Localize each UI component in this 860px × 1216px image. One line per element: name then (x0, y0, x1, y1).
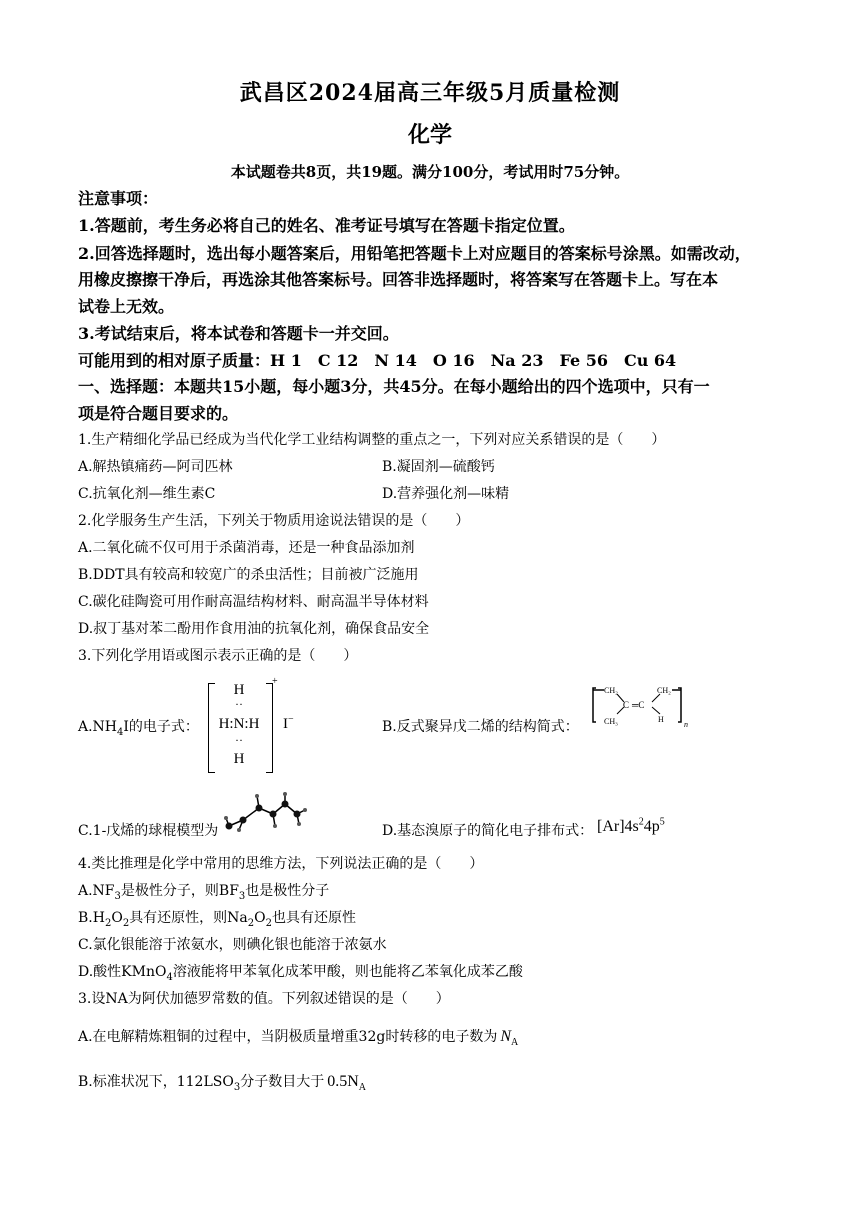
q1-option-d: D.营养强化剂—味精 (382, 486, 510, 502)
section-1-line-2: 项是符合题目要求的。 (78, 404, 239, 423)
q3-a-sub: 4 (117, 726, 124, 738)
q2-option-d: D.叔丁基对苯二酚用作食用油的抗氧化剂，确保食品安全 (78, 621, 430, 637)
exam-title: 武昌区2024届高三年级5月质量检测 (239, 80, 621, 106)
q2-stem: 2.化学服务生产生活，下列关于物质用途说法错误的是（ ） (78, 513, 470, 529)
q4-option-a: $A.NF_3$是极性分子，则$BF_3$也是极性分子 (78, 883, 330, 902)
q3-a-post: I的电子式： (123, 719, 199, 735)
notes-heading: 注意事项： (78, 189, 159, 208)
s-ch2a: CH₂ (604, 686, 618, 695)
s-ceq: ═C (632, 700, 645, 710)
electron-formula-right-bracket (266, 683, 273, 773)
q3-stem: 3.下列化学用语或图示表示正确的是（ ） (78, 648, 358, 664)
q4-stem: 4.类比推理是化学中常用的思维方法，下列说法正确的是（ ） (78, 856, 484, 872)
q4-option-c: C.氯化银能溶于浓氨水，则碘化银也能溶于浓氨水 (78, 937, 387, 953)
q2-option-b: B.DDT具有较高和较宽广的杀虫活性；目前被广泛施用 (78, 567, 419, 583)
s-n: n (684, 720, 688, 729)
exam-info: 本试题卷共8页，共19题。满分100分，考试用时75分钟。 (230, 163, 630, 181)
q2-option-c: C.碳化硅陶瓷可用作耐高温结构材料、耐高温半导体材料 (78, 594, 429, 610)
s-h: H (658, 715, 664, 724)
note-2-line-3: 试卷上无效。 (78, 297, 175, 316)
note-3: 3.考试结束后，将本试卷和答题卡一并交回。 (78, 324, 399, 343)
ed-middle: H:N:H (218, 716, 260, 732)
q1-option-c: C.抗氧化剂—维生素C (78, 486, 216, 502)
q5-option-b: B.标准状况下，$112LSO_3$分子数目大于 $0.5N_A$ (78, 1073, 366, 1093)
note-2-line-2: 用橡皮擦擦干净后，再选涂其他答案标号。回答非选择题时，将答案写在答题卡上。写在本 (78, 270, 719, 289)
q4-option-b: $B.H_2O_2$具有还原性，则$Na_2O_2$也具有还原性 (78, 910, 357, 929)
poly-isoprene-structure (590, 680, 700, 730)
q2-option-a: A.二氧化硫不仅可用于杀菌消毒，还是一种食品添加剂 (78, 540, 415, 556)
s-c: C (623, 700, 630, 710)
q1-option-a: A.解热镇痛药—阿司匹林 (78, 459, 233, 475)
ed-plus-charge: + (272, 676, 278, 687)
ed-h-top: H (233, 682, 245, 698)
atomic-mass-line: 可能用到的相对原子质量：H 1 C 12 N 14 O 16 Na 23 Fe 56 Cu 64 (78, 351, 677, 370)
q5-stem: 3.设NA为阿伏加德罗常数的值。下列叙述错误的是（ ） (78, 991, 450, 1007)
q5-option-a: A.在电解精炼粗铜的过程中，当阴极质量增重32g时转移的电子数为 $N_A$ (78, 1028, 519, 1048)
q3-option-b: B.反式聚异戊二烯的结构简式： (382, 719, 579, 735)
ed-iodide: I− (283, 714, 294, 732)
note-1: 1.答题前，考生务必将自己的姓名、准考证号填写在答题卡指定位置。 (78, 216, 575, 235)
pentene-ball-stick-model (223, 790, 309, 834)
q3-option-c: C.1-戊烯的球棍模型为 (78, 823, 219, 839)
q3-option-d: D.基态溴原子的简化电子排布式： (382, 823, 594, 839)
section-1-line-1: 一、选择题：本题共15小题，每小题3分，共45分。在每小题给出的四个选项中，只有一 (78, 377, 710, 396)
q3-a-pre: A.NH (78, 719, 118, 735)
s-ch3: CH₃ (604, 717, 618, 726)
q1-option-b: B.凝固剂—硫酸钙 (382, 459, 495, 475)
subject-title: 化学 (407, 122, 452, 148)
ed-dots-top: ·· (235, 697, 243, 711)
ed-dots-bottom: ·· (235, 733, 243, 747)
q4-option-d: D.酸性KMnO$_4$溶液能将甲苯氧化成苯甲酸，则也能将乙苯氧化成苯乙酸 (78, 964, 523, 983)
q3-option-a (78, 718, 199, 736)
note-2-line-1: 2.回答选择题时，选出每小题答案后，用铅笔把答题卡上对应题目的答案标号涂黑。如需改动， (78, 244, 751, 263)
bromine-configuration: $[Ar]4s^24p^5$ (597, 816, 665, 835)
ed-h-bottom: H (233, 751, 245, 767)
s-ch2b: CH₂ (657, 686, 671, 695)
q1-stem: 1.生产精细化学品已经成为当代化学工业结构调整的重点之一，下列对应关系错误的是（ ） (78, 432, 666, 448)
